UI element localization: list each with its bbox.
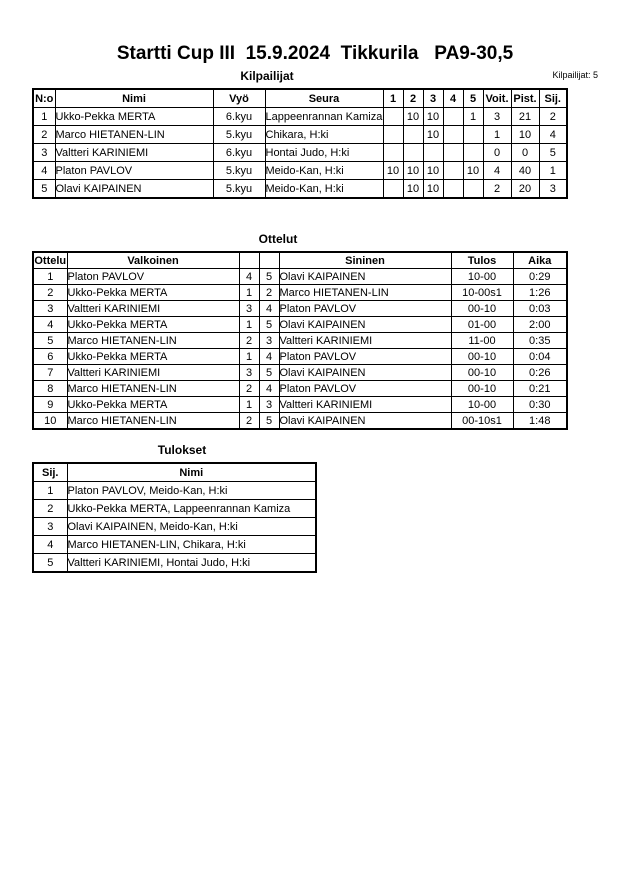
points-cell: 20 xyxy=(511,180,539,199)
blue-no-cell: 5 xyxy=(259,413,279,430)
col-pist: Pist. xyxy=(511,89,539,108)
white-name-cell: Valtteri KARINIEMI xyxy=(67,301,239,317)
kilpailijat-table xyxy=(32,88,568,199)
score-cell xyxy=(443,180,463,199)
time-cell: 2:00 xyxy=(513,317,567,333)
name-cell: Platon PAVLOV, Meido-Kan, H:ki xyxy=(67,482,316,500)
score-cell: 10 xyxy=(423,180,443,199)
white-name-cell: Ukko-Pekka MERTA xyxy=(67,285,239,301)
points-cell: 0 xyxy=(511,144,539,162)
white-no-cell: 4 xyxy=(239,269,259,285)
score-cell: 10 xyxy=(423,162,443,180)
name-cell: Ukko-Pekka MERTA xyxy=(55,108,213,126)
blue-name-cell: Marco HIETANEN-LIN xyxy=(279,285,451,301)
match-row xyxy=(33,397,567,413)
col-no: N:o xyxy=(33,89,55,108)
blue-no-cell: 4 xyxy=(259,381,279,397)
place-cell: 1 xyxy=(539,162,567,180)
time-cell: 0:29 xyxy=(513,269,567,285)
no-cell: 4 xyxy=(33,162,55,180)
belt-cell: 5.kyu xyxy=(213,126,265,144)
blue-no-cell: 3 xyxy=(259,397,279,413)
place-cell: 3 xyxy=(33,518,67,536)
club-cell: Chikara, H:ki xyxy=(265,126,383,144)
club-cell: Lappeenrannan Kamiza xyxy=(265,108,383,126)
blue-name-cell: Olavi KAIPAINEN xyxy=(279,413,451,430)
score-cell xyxy=(463,180,483,199)
blue-no-cell: 4 xyxy=(259,301,279,317)
white-no-cell: 1 xyxy=(239,317,259,333)
place-cell: 4 xyxy=(539,126,567,144)
blue-no-cell: 3 xyxy=(259,333,279,349)
score-cell: 10 xyxy=(403,180,423,199)
points-cell: 21 xyxy=(511,108,539,126)
club-cell: Meido-Kan, H:ki xyxy=(265,180,383,199)
score-cell: 10 xyxy=(423,108,443,126)
blue-name-cell: Platon PAVLOV xyxy=(279,381,451,397)
white-no-cell: 3 xyxy=(239,365,259,381)
col-vyo: Vyö xyxy=(213,89,265,108)
name-cell: Valtteri KARINIEMI xyxy=(55,144,213,162)
result-cell: 10-00 xyxy=(451,397,513,413)
result-row xyxy=(33,500,316,518)
white-no-cell: 2 xyxy=(239,333,259,349)
name-cell: Ukko-Pekka MERTA, Lappeenrannan Kamiza xyxy=(67,500,316,518)
score-cell xyxy=(443,108,463,126)
result-row xyxy=(33,536,316,554)
result-cell: 10-00 xyxy=(451,269,513,285)
col-opp-3: 3 xyxy=(423,89,443,108)
competitor-row xyxy=(33,108,567,126)
no-cell: 5 xyxy=(33,180,55,199)
wins-cell: 1 xyxy=(483,126,511,144)
score-cell xyxy=(383,108,403,126)
wins-cell: 3 xyxy=(483,108,511,126)
match-row xyxy=(33,365,567,381)
col-sininen: Sininen xyxy=(279,252,451,269)
col-seura: Seura xyxy=(265,89,383,108)
time-cell: 0:21 xyxy=(513,381,567,397)
club-cell: Meido-Kan, H:ki xyxy=(265,162,383,180)
belt-cell: 5.kyu xyxy=(213,162,265,180)
col-opp-4: 4 xyxy=(443,89,463,108)
belt-cell: 6.kyu xyxy=(213,144,265,162)
result-cell: 10-00s1 xyxy=(451,285,513,301)
club-cell: Hontai Judo, H:ki xyxy=(265,144,383,162)
score-cell xyxy=(383,126,403,144)
belt-cell: 5.kyu xyxy=(213,180,265,199)
score-cell xyxy=(443,162,463,180)
competitor-count-label: Kilpailijat: 5 xyxy=(552,70,598,80)
competitor-row xyxy=(33,162,567,180)
match-no-cell: 3 xyxy=(33,301,67,317)
match-no-cell: 5 xyxy=(33,333,67,349)
time-cell: 0:26 xyxy=(513,365,567,381)
place-cell: 5 xyxy=(539,144,567,162)
score-cell xyxy=(443,144,463,162)
result-row xyxy=(33,518,316,536)
col-tulos: Tulos xyxy=(451,252,513,269)
no-cell: 2 xyxy=(33,126,55,144)
white-name-cell: Ukko-Pekka MERTA xyxy=(67,349,239,365)
name-cell: Marco HIETANEN-LIN, Chikara, H:ki xyxy=(67,536,316,554)
place-cell: 3 xyxy=(539,180,567,199)
blue-name-cell: Olavi KAIPAINEN xyxy=(279,269,451,285)
result-cell: 00-10 xyxy=(451,381,513,397)
time-cell: 0:04 xyxy=(513,349,567,365)
col-blue-no xyxy=(259,252,279,269)
blue-name-cell: Platon PAVLOV xyxy=(279,301,451,317)
score-cell: 10 xyxy=(463,162,483,180)
score-cell xyxy=(403,126,423,144)
points-cell: 10 xyxy=(511,126,539,144)
blue-name-cell: Olavi KAIPAINEN xyxy=(279,365,451,381)
white-no-cell: 3 xyxy=(239,301,259,317)
score-cell: 1 xyxy=(463,108,483,126)
score-cell: 10 xyxy=(403,108,423,126)
match-row xyxy=(33,285,567,301)
ottelut-header-row xyxy=(33,252,567,269)
result-cell: 00-10 xyxy=(451,349,513,365)
match-no-cell: 9 xyxy=(33,397,67,413)
competitor-row xyxy=(33,144,567,162)
name-cell: Valtteri KARINIEMI, Hontai Judo, H:ki xyxy=(67,554,316,573)
match-no-cell: 1 xyxy=(33,269,67,285)
score-cell: 10 xyxy=(383,162,403,180)
white-name-cell: Marco HIETANEN-LIN xyxy=(67,413,239,430)
score-cell xyxy=(403,144,423,162)
result-row xyxy=(33,482,316,500)
score-cell xyxy=(423,144,443,162)
blue-name-cell: Valtteri KARINIEMI xyxy=(279,333,451,349)
col-opp-5: 5 xyxy=(463,89,483,108)
place-cell: 2 xyxy=(33,500,67,518)
score-cell xyxy=(443,126,463,144)
time-cell: 0:30 xyxy=(513,397,567,413)
col-sij: Sij. xyxy=(33,463,67,482)
place-cell: 1 xyxy=(33,482,67,500)
tulokset-table xyxy=(32,462,317,573)
match-no-cell: 2 xyxy=(33,285,67,301)
points-cell: 40 xyxy=(511,162,539,180)
score-cell xyxy=(463,126,483,144)
result-cell: 01-00 xyxy=(451,317,513,333)
score-cell xyxy=(383,144,403,162)
place-cell: 2 xyxy=(539,108,567,126)
white-name-cell: Valtteri KARINIEMI xyxy=(67,365,239,381)
result-row xyxy=(33,554,316,573)
white-no-cell: 2 xyxy=(239,413,259,430)
ottelut-heading: Ottelut xyxy=(258,232,298,246)
col-ottelu: Ottelu xyxy=(33,252,67,269)
result-cell: 11-00 xyxy=(451,333,513,349)
wins-cell: 2 xyxy=(483,180,511,199)
col-white-no xyxy=(239,252,259,269)
col-opp-2: 2 xyxy=(403,89,423,108)
kilpailijat-heading: Kilpailijat xyxy=(240,69,294,83)
col-opp-1: 1 xyxy=(383,89,403,108)
white-name-cell: Marco HIETANEN-LIN xyxy=(67,381,239,397)
match-no-cell: 10 xyxy=(33,413,67,430)
belt-cell: 6.kyu xyxy=(213,108,265,126)
white-no-cell: 1 xyxy=(239,397,259,413)
white-name-cell: Ukko-Pekka MERTA xyxy=(67,397,239,413)
match-row xyxy=(33,269,567,285)
result-cell: 00-10s1 xyxy=(451,413,513,430)
blue-no-cell: 4 xyxy=(259,349,279,365)
white-name-cell: Platon PAVLOV xyxy=(67,269,239,285)
time-cell: 0:35 xyxy=(513,333,567,349)
score-cell xyxy=(463,144,483,162)
result-cell: 00-10 xyxy=(451,365,513,381)
kilpailijat-header-row xyxy=(33,89,567,108)
place-cell: 5 xyxy=(33,554,67,573)
white-no-cell: 2 xyxy=(239,381,259,397)
name-cell: Olavi KAIPAINEN, Meido-Kan, H:ki xyxy=(67,518,316,536)
ottelut-table xyxy=(32,251,568,430)
blue-no-cell: 5 xyxy=(259,317,279,333)
no-cell: 1 xyxy=(33,108,55,126)
page-title: Startti Cup III 15.9.2024 Tikkurila PA9-30,5 xyxy=(116,43,514,64)
name-cell: Olavi KAIPAINEN xyxy=(55,180,213,199)
match-row xyxy=(33,413,567,430)
time-cell: 1:48 xyxy=(513,413,567,430)
tulokset-header-row xyxy=(33,463,316,482)
match-row xyxy=(33,301,567,317)
blue-name-cell: Valtteri KARINIEMI xyxy=(279,397,451,413)
score-cell: 10 xyxy=(423,126,443,144)
time-cell: 1:26 xyxy=(513,285,567,301)
blue-name-cell: Platon PAVLOV xyxy=(279,349,451,365)
white-name-cell: Ukko-Pekka MERTA xyxy=(67,317,239,333)
name-cell: Platon PAVLOV xyxy=(55,162,213,180)
blue-no-cell: 5 xyxy=(259,269,279,285)
blue-no-cell: 5 xyxy=(259,365,279,381)
score-cell xyxy=(383,180,403,199)
name-cell: Marco HIETANEN-LIN xyxy=(55,126,213,144)
time-cell: 0:03 xyxy=(513,301,567,317)
competitor-row xyxy=(33,126,567,144)
blue-no-cell: 2 xyxy=(259,285,279,301)
col-nimi: Nimi xyxy=(55,89,213,108)
score-cell: 10 xyxy=(403,162,423,180)
col-sij: Sij. xyxy=(539,89,567,108)
white-no-cell: 1 xyxy=(239,285,259,301)
match-row xyxy=(33,317,567,333)
col-voit: Voit. xyxy=(483,89,511,108)
wins-cell: 0 xyxy=(483,144,511,162)
col-valkoinen: Valkoinen xyxy=(67,252,239,269)
match-no-cell: 6 xyxy=(33,349,67,365)
place-cell: 4 xyxy=(33,536,67,554)
col-nimi: Nimi xyxy=(67,463,316,482)
white-no-cell: 1 xyxy=(239,349,259,365)
match-no-cell: 7 xyxy=(33,365,67,381)
tulokset-heading: Tulokset xyxy=(157,443,207,457)
result-cell: 00-10 xyxy=(451,301,513,317)
wins-cell: 4 xyxy=(483,162,511,180)
match-row xyxy=(33,349,567,365)
col-aika: Aika xyxy=(513,252,567,269)
competitor-row xyxy=(33,180,567,199)
match-row xyxy=(33,333,567,349)
blue-name-cell: Olavi KAIPAINEN xyxy=(279,317,451,333)
no-cell: 3 xyxy=(33,144,55,162)
white-name-cell: Marco HIETANEN-LIN xyxy=(67,333,239,349)
match-no-cell: 4 xyxy=(33,317,67,333)
match-no-cell: 8 xyxy=(33,381,67,397)
match-row xyxy=(33,381,567,397)
